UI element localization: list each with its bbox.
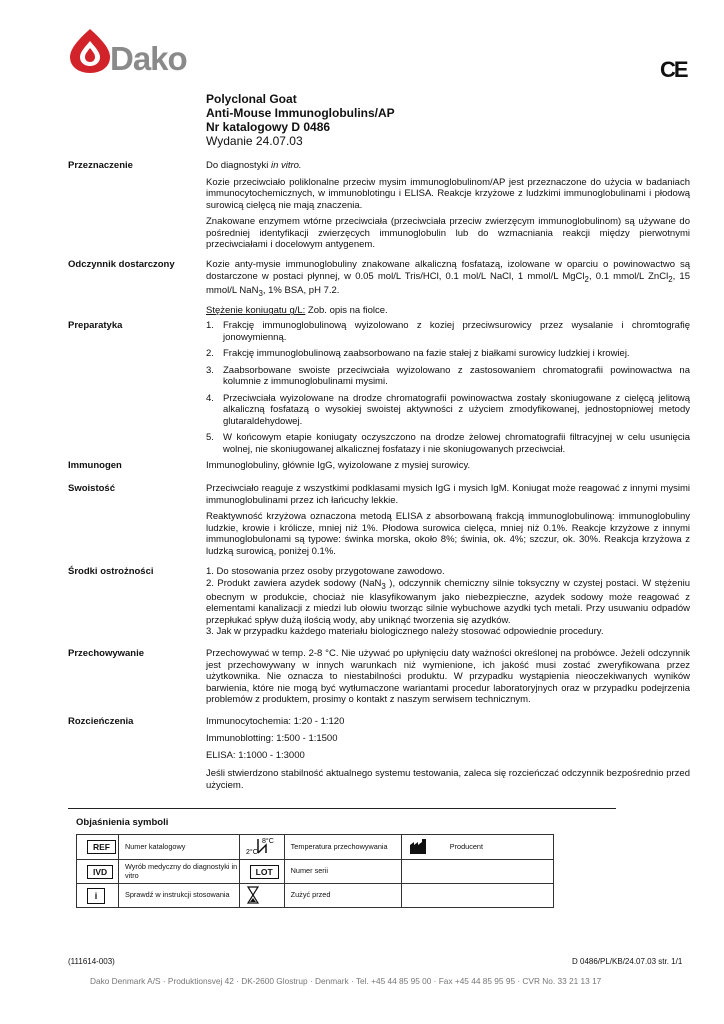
producer-cell [401, 835, 553, 860]
reagent-text-a: Kozie anty-mysie immunoglobuliny znakowane alkaliczną fosfatazą, izolowane w oparciu o powinowactwo są dostarczone w postaci płynnej, w 0.05 mol/L Tris/HCl, 0.1 mol/L NaCl, 1 mmol/L MgCl [206, 259, 690, 282]
concentration-label: Stężenie koniugatu g/L: [206, 305, 306, 317]
section-przechowywanie [206, 648, 690, 711]
precaution-2 [206, 578, 690, 627]
preparation-item-text: W końcowym etapie koniugaty oczyszczono na drodze żelowej chromatografii filtracyjnej w celu usunięcia wolnej, nie skoniugowanej alkalicznej fosfatazy i nie skoniugowanych przeciwciał. [223, 432, 690, 455]
section-odczynnik [206, 259, 690, 322]
dilution-icc: Immunocytochemia: 1:20 - 1:120 [206, 716, 345, 727]
reagent-text-d: , 1% BSA, pH 7.2. [262, 284, 340, 296]
symbols-table [76, 834, 554, 908]
product-header [206, 92, 395, 148]
preparation-item-number: 3. [206, 364, 214, 376]
dilution-note: Jeśli stwierdzono stabilność aktualnego systemu testowania, zaleca się rozcieńczać odczynnik bezpośrednio przed użyciem. [206, 768, 690, 791]
section-srodki [206, 566, 690, 638]
specificity-p1: Przeciwciało reaguje z wszystkimi podklasami mysich IgG i mysich IgM. Koniugat może reagować z innymi mysimi immunoglobulinami przez ich łańcuchy lekkie. [206, 483, 690, 506]
expiry-desc: Zużyć przed [284, 884, 401, 908]
preparation-item [206, 348, 690, 360]
reagent-text-c: , 15 mmol/L NaN [206, 270, 690, 296]
temp-desc: Temperatura przechowywania [284, 835, 401, 860]
section-label-przechowywanie: Przechowywanie [68, 648, 145, 659]
preparation-item [206, 393, 690, 428]
intended-use-p3: Znakowane enzymem wtórne przeciwciała (przeciwciała przeciw zwierzęcym immunoglobulinom) są używane do pośredniej identyfikacji zwierzęcych immunoglobulin lub do wzmacniania reakcji między pierwotnymi przeciwciałami i docelowym antygenem. [206, 216, 690, 250]
dilution-immunoblotting: Immunoblotting: 1:500 - 1:1500 [206, 733, 338, 744]
sub-3: 3 [258, 288, 263, 298]
section-label-przeznaczenie: Przeznaczenie [68, 160, 133, 171]
section-rozcienczenia [206, 716, 690, 797]
symbols-title: Objaśnienia symboli [76, 817, 169, 828]
preparation-item-text: Frakcję immunoglobulinową wyizolowano z koziej przeciwsurowicy przez wysalanie i chromtografię jonowymienną. [223, 320, 690, 343]
lot-symbol: LOT [250, 865, 279, 879]
ref-symbol: REF [87, 840, 116, 854]
section-label-odczynnik: Odczynnik dostarczony [68, 259, 175, 270]
section-przeznaczenie [206, 160, 690, 256]
sub-2: 2 [584, 274, 589, 284]
section-swoistosc [206, 483, 690, 562]
page-reference: D 0486/PL/KB/24.07.03 str. 1/1 [572, 957, 683, 966]
preparation-item-text: Zaabsorbowane swoiste przeciwciała wyizolowano z zastosowaniem chromatografii powinowactwa na kolumnie z immunoglobulinami mysimi. [223, 364, 690, 387]
instructions-icon [77, 884, 119, 908]
ref-desc: Numer katalogowy [118, 835, 239, 860]
factory-icon [408, 839, 448, 855]
section-label-srodki: Środki ostrożności [68, 566, 154, 577]
preparation-item-number: 2. [206, 348, 214, 359]
intended-use-p2: Kozie przeciwciało poliklonalne przeciw mysim immunoglobulinom/AP jest przeznaczone do użycia w badaniach immunocytochemicznych, w immunoblotingu i ELISA. Reakcje krzyżowe z ludzkimi immunoglobulinami i płodową surowicą cielęcą nie mają znaczenia. [206, 176, 690, 211]
sub-3-nan: 3 [381, 581, 386, 591]
precaution-2b: ), odczynnik chemiczny silnie toksyczny w czystej postaci. W stężeniu obecnym w produkcie, chociaż nie klasyfikowanym jako niebezpieczne, azydek sodowy może reagować z elementami kanalizacji z miedzi lub ołowiu tworząc silnie wybuchowe azydki tych metali. Przy usuwaniu odpadów przepłukać spływ dużą ilością wody, aby uniknąć tworzenia się azydków. [206, 577, 691, 626]
edition: Wydanie 24.07.03 [206, 134, 303, 148]
precaution-1: 1. Do stosowania przez osoby przygotowane zawodowo. [206, 566, 445, 577]
precaution-3: 3. Jak w przypadku każdego materiału biologicznego należy stosować odpowiednie procedury. [206, 626, 604, 638]
precaution-2a: 2. Produkt zawiera azydek sodowy (NaN [206, 577, 382, 589]
product-line-2: Anti-Mouse Immunoglobulins/AP [206, 106, 395, 120]
ivd-symbol: IVD [87, 865, 113, 879]
company-address: Dako Denmark A/S · Produktionsvej 42 · DK-2600 Glostrup · Denmark · Tel. +45 44 85 95 00 · Fax +45 44 85 95 95 · CVR No. 33 21 13 17 [90, 976, 602, 986]
preparation-list [206, 320, 690, 455]
ivd-desc: Wyrób medyczny do diagnostyki in vitro [118, 860, 239, 884]
temp-high-label: 8°C [261, 838, 274, 845]
immunogen-text: Immunoglobuliny, głównie IgG, wyizolowane z mysiej surowicy. [206, 460, 471, 471]
dako-logo [66, 26, 192, 76]
reagent-text-b: , 0.1 mmol/L ZnCl [588, 270, 669, 282]
section-label-rozcienczenia: Rozcieńczenia [68, 716, 134, 727]
temperature-icon [239, 835, 284, 860]
catalog-number: Nr katalogowy D 0486 [206, 120, 331, 134]
intended-use-prefix: Do diagnostyki [206, 160, 271, 171]
producer-desc: Producent [449, 841, 484, 851]
concentration-text: Zob. opis na fiolce. [305, 305, 388, 317]
product-line-1: Polyclonal Goat [206, 92, 297, 106]
dilution-elisa: ELISA: 1:1000 - 1:3000 [206, 750, 305, 761]
preparation-item [206, 365, 690, 388]
section-label-swoistosc: Swoistość [68, 483, 115, 494]
storage-text: Przechowywać w temp. 2-8 °C. Nie używać po upłynięciu daty ważności określonej na probówce. Jeżeli odczynnik jest przechowywany w innych warunkach niż wymienione, ich jakość musi zostać zweryfikowana przez użytkownika. Nie oznacza to niestabilności produktu. W przypadku wystąpienia nieoczekiwanych wyników barwienia, które nie mogą być wytłumaczone wariantami procedur laboratoryjnych oraz w przypadku podejrzenia problemów z produktem, prosimy o kontakt z naszym serwisem technicznym. [206, 648, 690, 705]
temp-low-label: 2°C [245, 849, 258, 856]
section-immunogen [206, 460, 690, 477]
ce-mark: CE [660, 57, 687, 82]
preparation-item-text: Frakcję immunoglobulinową zaabsorbowano na fazie stałej z białkami surowicy ludzkiej i krowiej. [223, 348, 630, 359]
sub-2b: 2 [668, 274, 673, 284]
specificity-p2: Reaktywność krzyżowa oznaczona metodą ELISA z absorbowaną frakcją immunoglobulinową: immunoglobuliny ludzkie, krowie i królicze, mniej niż 1%. Płodowa surowica cielęca, mniej niż 0.1%. Reakcje krzyżowe z innymi immunoglobulonami są typowe: świnka morska, około 8%; świnia, ok. 4%; szczur, ok. 30%. Reakcja krzyżowa z ludzką surowicą, poniżej 0.1%. [206, 511, 690, 557]
preparation-item [206, 432, 690, 455]
section-label-preparatyka: Preparatyka [68, 320, 123, 331]
section-label-immunogen: Immunogen [68, 460, 122, 471]
logo-wordmark: Dako [110, 40, 187, 77]
section-preparatyka [206, 320, 690, 460]
preparation-item-text: Przeciwciała wyizolowane na drodze chromatografii powinowactwa zostały skoniugowane z cielęcą jelitową alkaliczną fosfatazą o wysokiej swoistej aktywności z użyciem zmodyfikowanej, jednostopniowej metody glutaraldehydowej. [223, 392, 690, 427]
instructions-desc: Sprawdź w instrukcji stosowania [118, 884, 239, 908]
document-code: (111614-003) [68, 957, 115, 966]
preparation-item [206, 320, 690, 343]
preparation-item-number: 1. [206, 320, 214, 331]
hourglass-icon [239, 884, 284, 908]
lot-desc: Numer serii [284, 860, 401, 884]
intended-use-italic: in vitro. [270, 160, 302, 171]
divider [68, 808, 616, 809]
instructions-glyph: i [87, 888, 105, 904]
dako-logo-icon [66, 26, 114, 74]
preparation-item-number: 4. [206, 392, 214, 404]
preparation-item-number: 5. [206, 432, 214, 443]
